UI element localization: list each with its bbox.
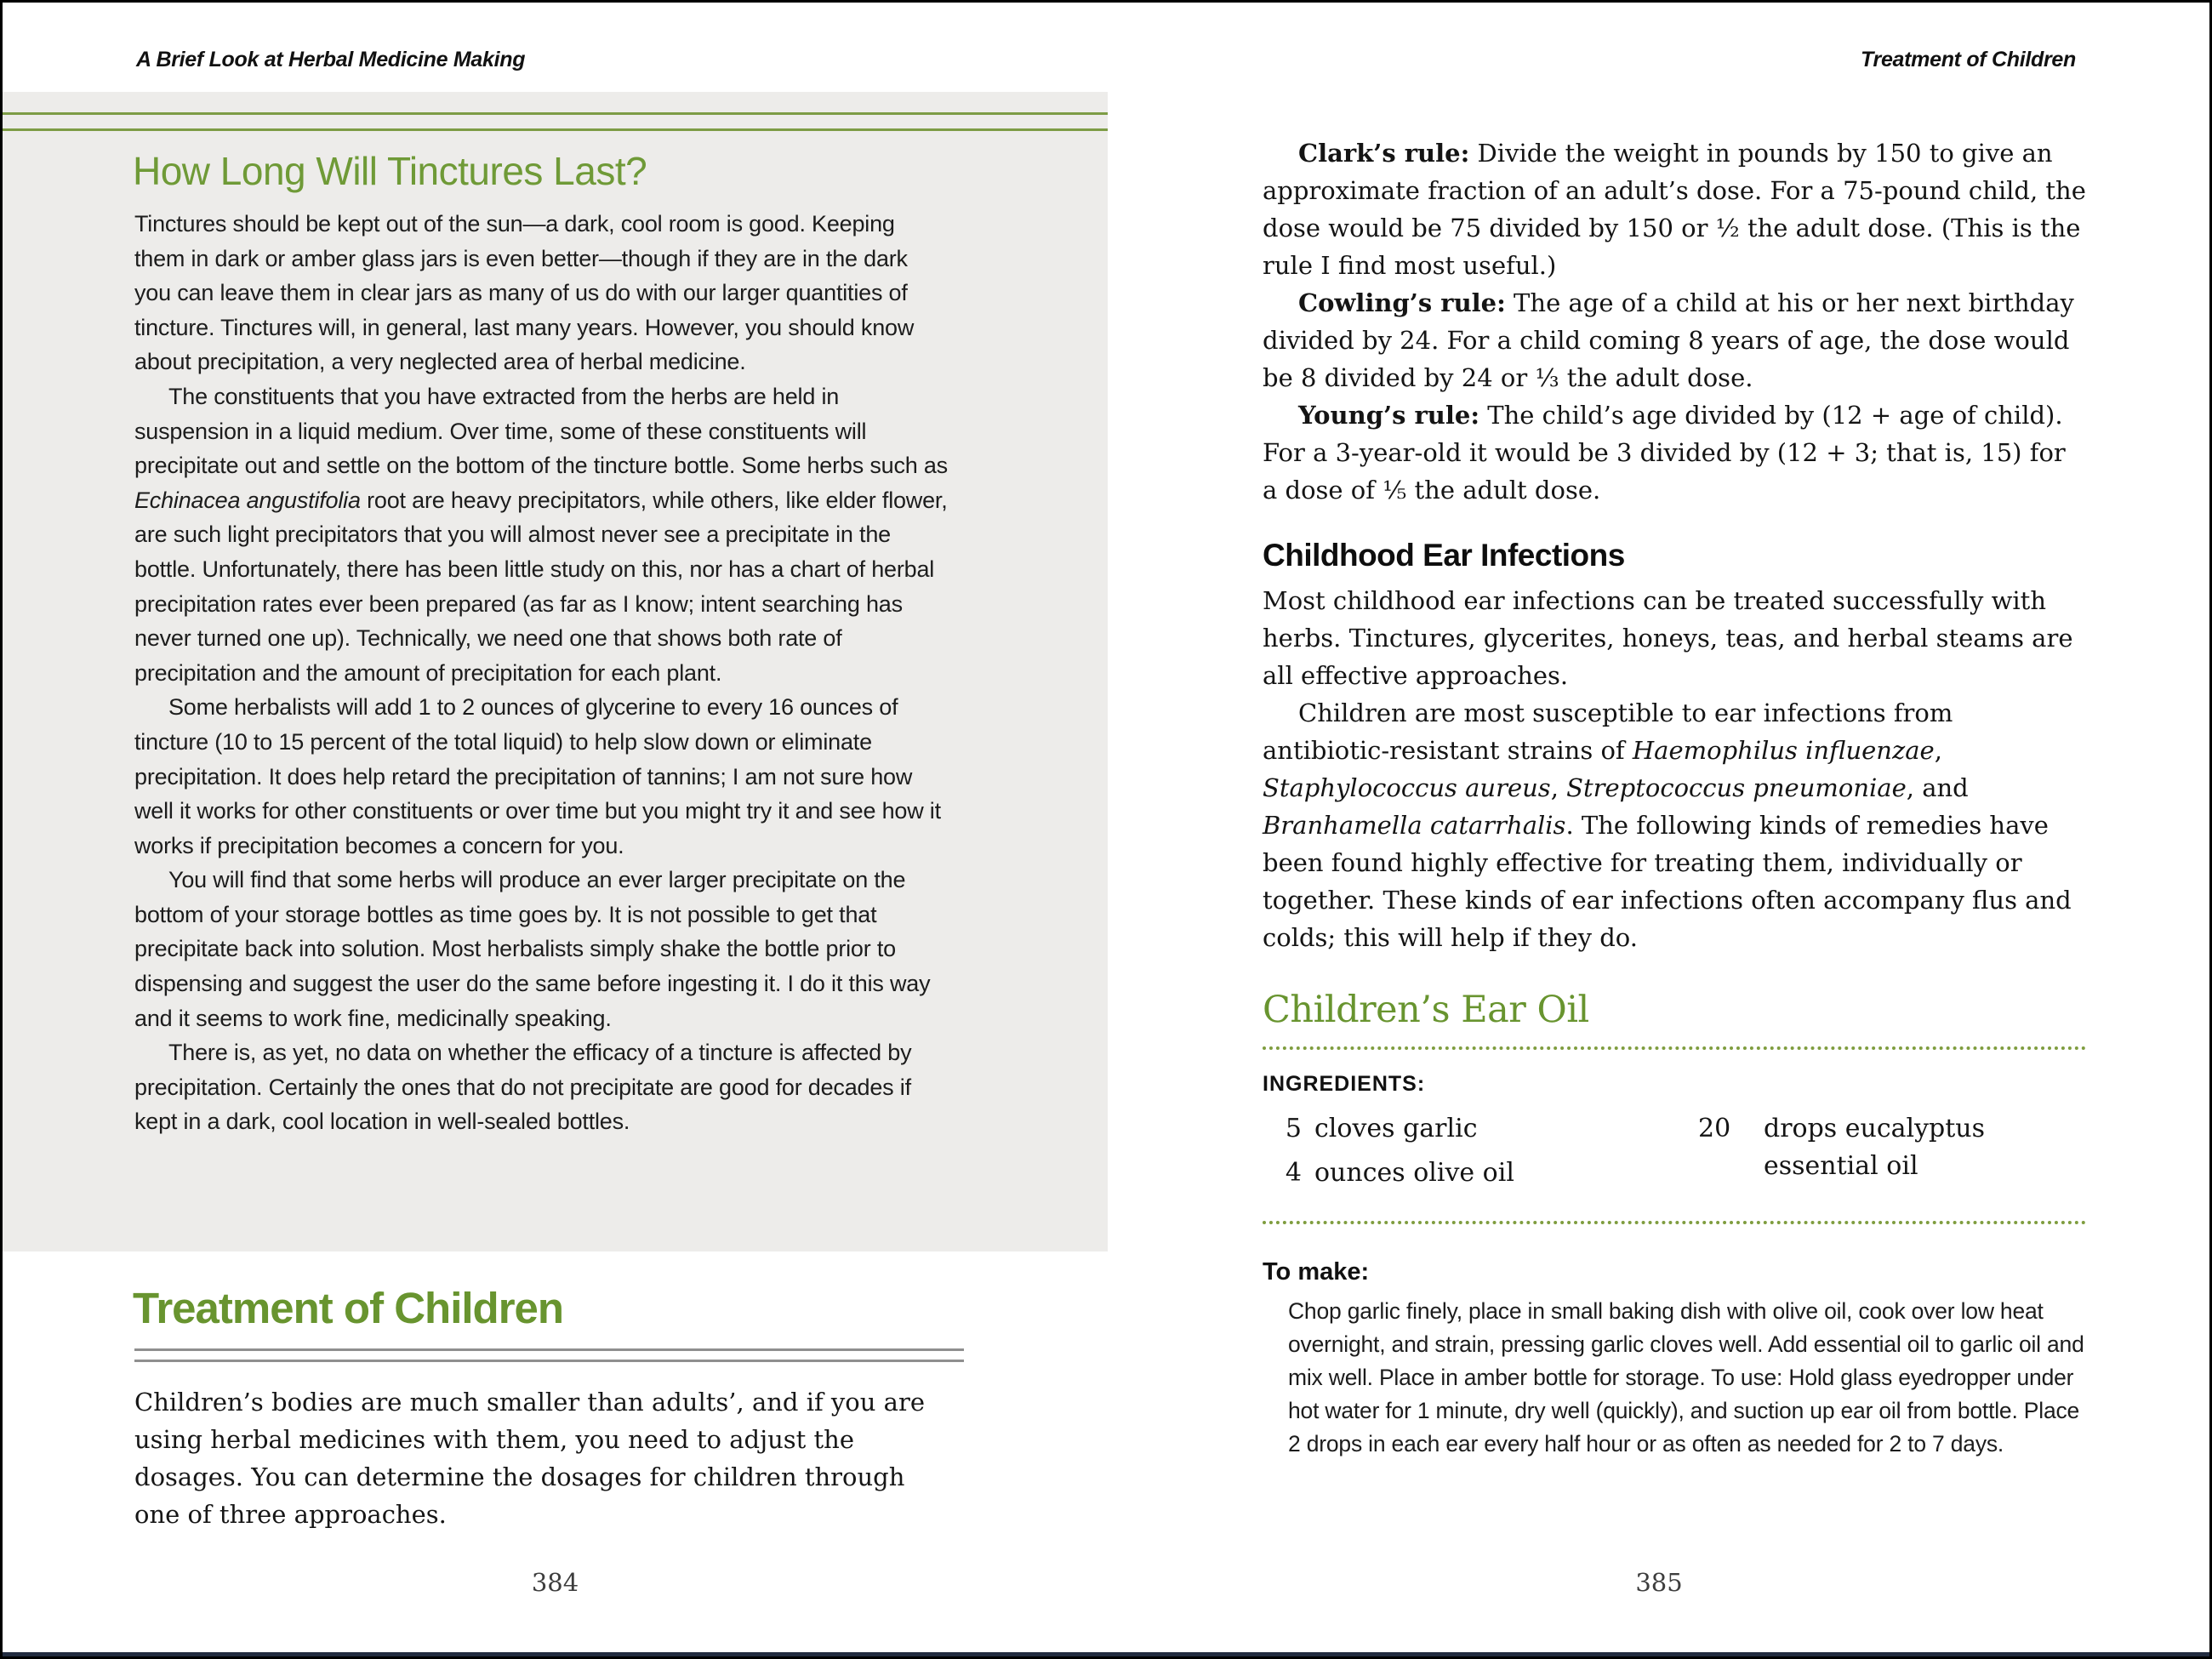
tinctures-paragraph: You will find that some herbs will produce an ever larger precipitate on the bottom of your storage bottles as time goes by. It is not possible to get that precipitate back into solution. Most herbalists simply shake the bottle prior to dispensing and suggest the user do the same before ingesting it. I do it this way and it seems to work fine, medicinally speaking. bbox=[134, 867, 931, 1031]
page-number-left: 384 bbox=[531, 1568, 579, 1597]
cowlings-rule-paragraph: Cowling’s rule: The age of a child at his or her next birthday divided by 24. For a child coming 8 years of age, the dose would be 8 divided by 24 or ⅓ the adult dose. bbox=[1263, 288, 2074, 392]
dotted-rule-top bbox=[1263, 1046, 2086, 1050]
right-page-column bbox=[1263, 134, 2086, 1461]
clarks-rule-paragraph: Clark’s rule: Divide the weight in pounds by 150 to give an approximate fraction of an adult’s dose. For a 75-pound child, the dose would be 75 divided by 150 or ½ the adult dose. (This is the rule I find most useful.) bbox=[1263, 139, 2086, 280]
section-divider-rule bbox=[134, 1360, 964, 1362]
to-make-label: To make: bbox=[1263, 1258, 1370, 1286]
running-head-right: Treatment of Children bbox=[1861, 48, 2076, 71]
tinctures-section-title: How Long Will Tinctures Last? bbox=[133, 149, 647, 193]
treatment-section-title: Treatment of Children bbox=[133, 1284, 564, 1332]
ear-infections-heading: Childhood Ear Infections bbox=[1263, 538, 1625, 573]
tinctures-paragraph: Tinctures should be kept out of the sun—a dark, cool room is good. Keeping them in dark or amber glass jars is even better—though if they are in the dark you can leave them in clear jars as many of us do with our larger quantities of tincture. Tinctures will, in general, last many years. However, you should know about precipitation, a very neglected area of herbal medicine. bbox=[134, 211, 915, 375]
youngs-rule-paragraph: Young’s rule: The child’s age divided by (12 + age of child). For a 3-year-old it would be 3 divided by (12 + 3; that is, 15) for a dose of ⅕ the adult dose. bbox=[1263, 401, 2066, 505]
tinctures-paragraph: There is, as yet, no data on whether the efficacy of a tincture is affected by precipitation. Certainly the ones that do not precipitate are good for decades if kept in a dark, cool location in well-sealed bottles. bbox=[134, 1040, 912, 1135]
ingredients-list bbox=[1263, 1110, 2086, 1206]
dotted-rule-bottom bbox=[1263, 1221, 2086, 1224]
to-make-instructions: Chop garlic finely, place in small baking dish with olive oil, cook over low heat overnight, and strain, pressing garlic cloves well. Add essential oil to garlic oil and mix well. Place in amber bottle for storage. To use: Hold glass eyedropper under hot water for 1 minute, dry well (quickly), and suction up ear oil from bottle. Place 2 drops in each ear every half hour or as often as needed for 2 to 7 days. bbox=[1288, 1298, 2084, 1457]
ingredient-item: drops eucalyptus essential oil bbox=[1764, 1114, 1986, 1181]
section-divider-rule bbox=[134, 1348, 964, 1351]
treatment-intro-paragraph: Children’s bodies are much smaller than adults’, and if you are using herbal medicines with them, you need to adjust the dosages. You can determine the dosages for children through one of three approaches. bbox=[134, 1388, 925, 1529]
ear-infections-paragraph: Most childhood ear infections can be treated successfully with herbs. Tinctures, glycerites, honeys, teas, and herbal steams are all effective approaches. bbox=[1263, 586, 2073, 690]
running-head-left: A Brief Look at Herbal Medicine Making bbox=[136, 48, 526, 71]
green-rule-top bbox=[3, 112, 1108, 115]
ingredient-quantity: 5 bbox=[1285, 1114, 1302, 1143]
footer-color-bar bbox=[0, 1652, 2212, 1659]
ingredient-quantity: 4 bbox=[1285, 1158, 1302, 1188]
green-rule-bottom bbox=[3, 128, 1108, 131]
recipe-title: Children’s Ear Oil bbox=[1263, 989, 1589, 1031]
page-number-right: 385 bbox=[1635, 1568, 1683, 1597]
ingredient-item: cloves garlic bbox=[1314, 1114, 1478, 1143]
ingredient-quantity: 20 bbox=[1698, 1114, 1731, 1143]
tinctures-paragraph: The constituents that you have extracted from the herbs are held in suspension in a liquid medium. Over time, some of these constituents will precipitate out and settle on the bottom of the tincture bottle. Some herbs such as Echinacea angustifolia root are heavy precipitators, while others, like elder flower, are such light precipitators that you will almost never see a precipitate in the bottle. Unfortunately, there has been little study on this, nor has a chart of herbal precipitation rates ever been prepared (as far as I know; intent searching has never turned one up). Technically, we need one that shows both rate of precipitation and the amount of precipitation for each plant. bbox=[134, 383, 948, 686]
tinctures-body bbox=[134, 207, 949, 1139]
ingredients-right-column bbox=[1698, 1110, 2087, 1185]
tinctures-paragraph: Some herbalists will add 1 to 2 ounces of glycerine to every 16 ounces of tincture (10 to 15 percent of the total liquid) to help slow down or eliminate precipitation. It does help retard the precipitation of tannins; I am not sure how well it works for other constituents or over time but you might try it and see how it works if precipitation becomes a concern for you. bbox=[134, 694, 941, 858]
ingredient-item: ounces olive oil bbox=[1314, 1158, 1514, 1188]
ingredients-label: INGREDIENTS: bbox=[1263, 1072, 1426, 1096]
ear-infections-paragraph: Children are most susceptible to ear infections from antibiotic-resistant strains of Haemophilus influenzae, Staphylococcus aureus, Streptococcus pneumoniae, and Branhamella catarrhalis. The following kinds of remedies have been found highly effective for treating them, individually or together. These kinds of ear infections often accompany flus and colds; this will help if they do. bbox=[1263, 698, 2072, 952]
